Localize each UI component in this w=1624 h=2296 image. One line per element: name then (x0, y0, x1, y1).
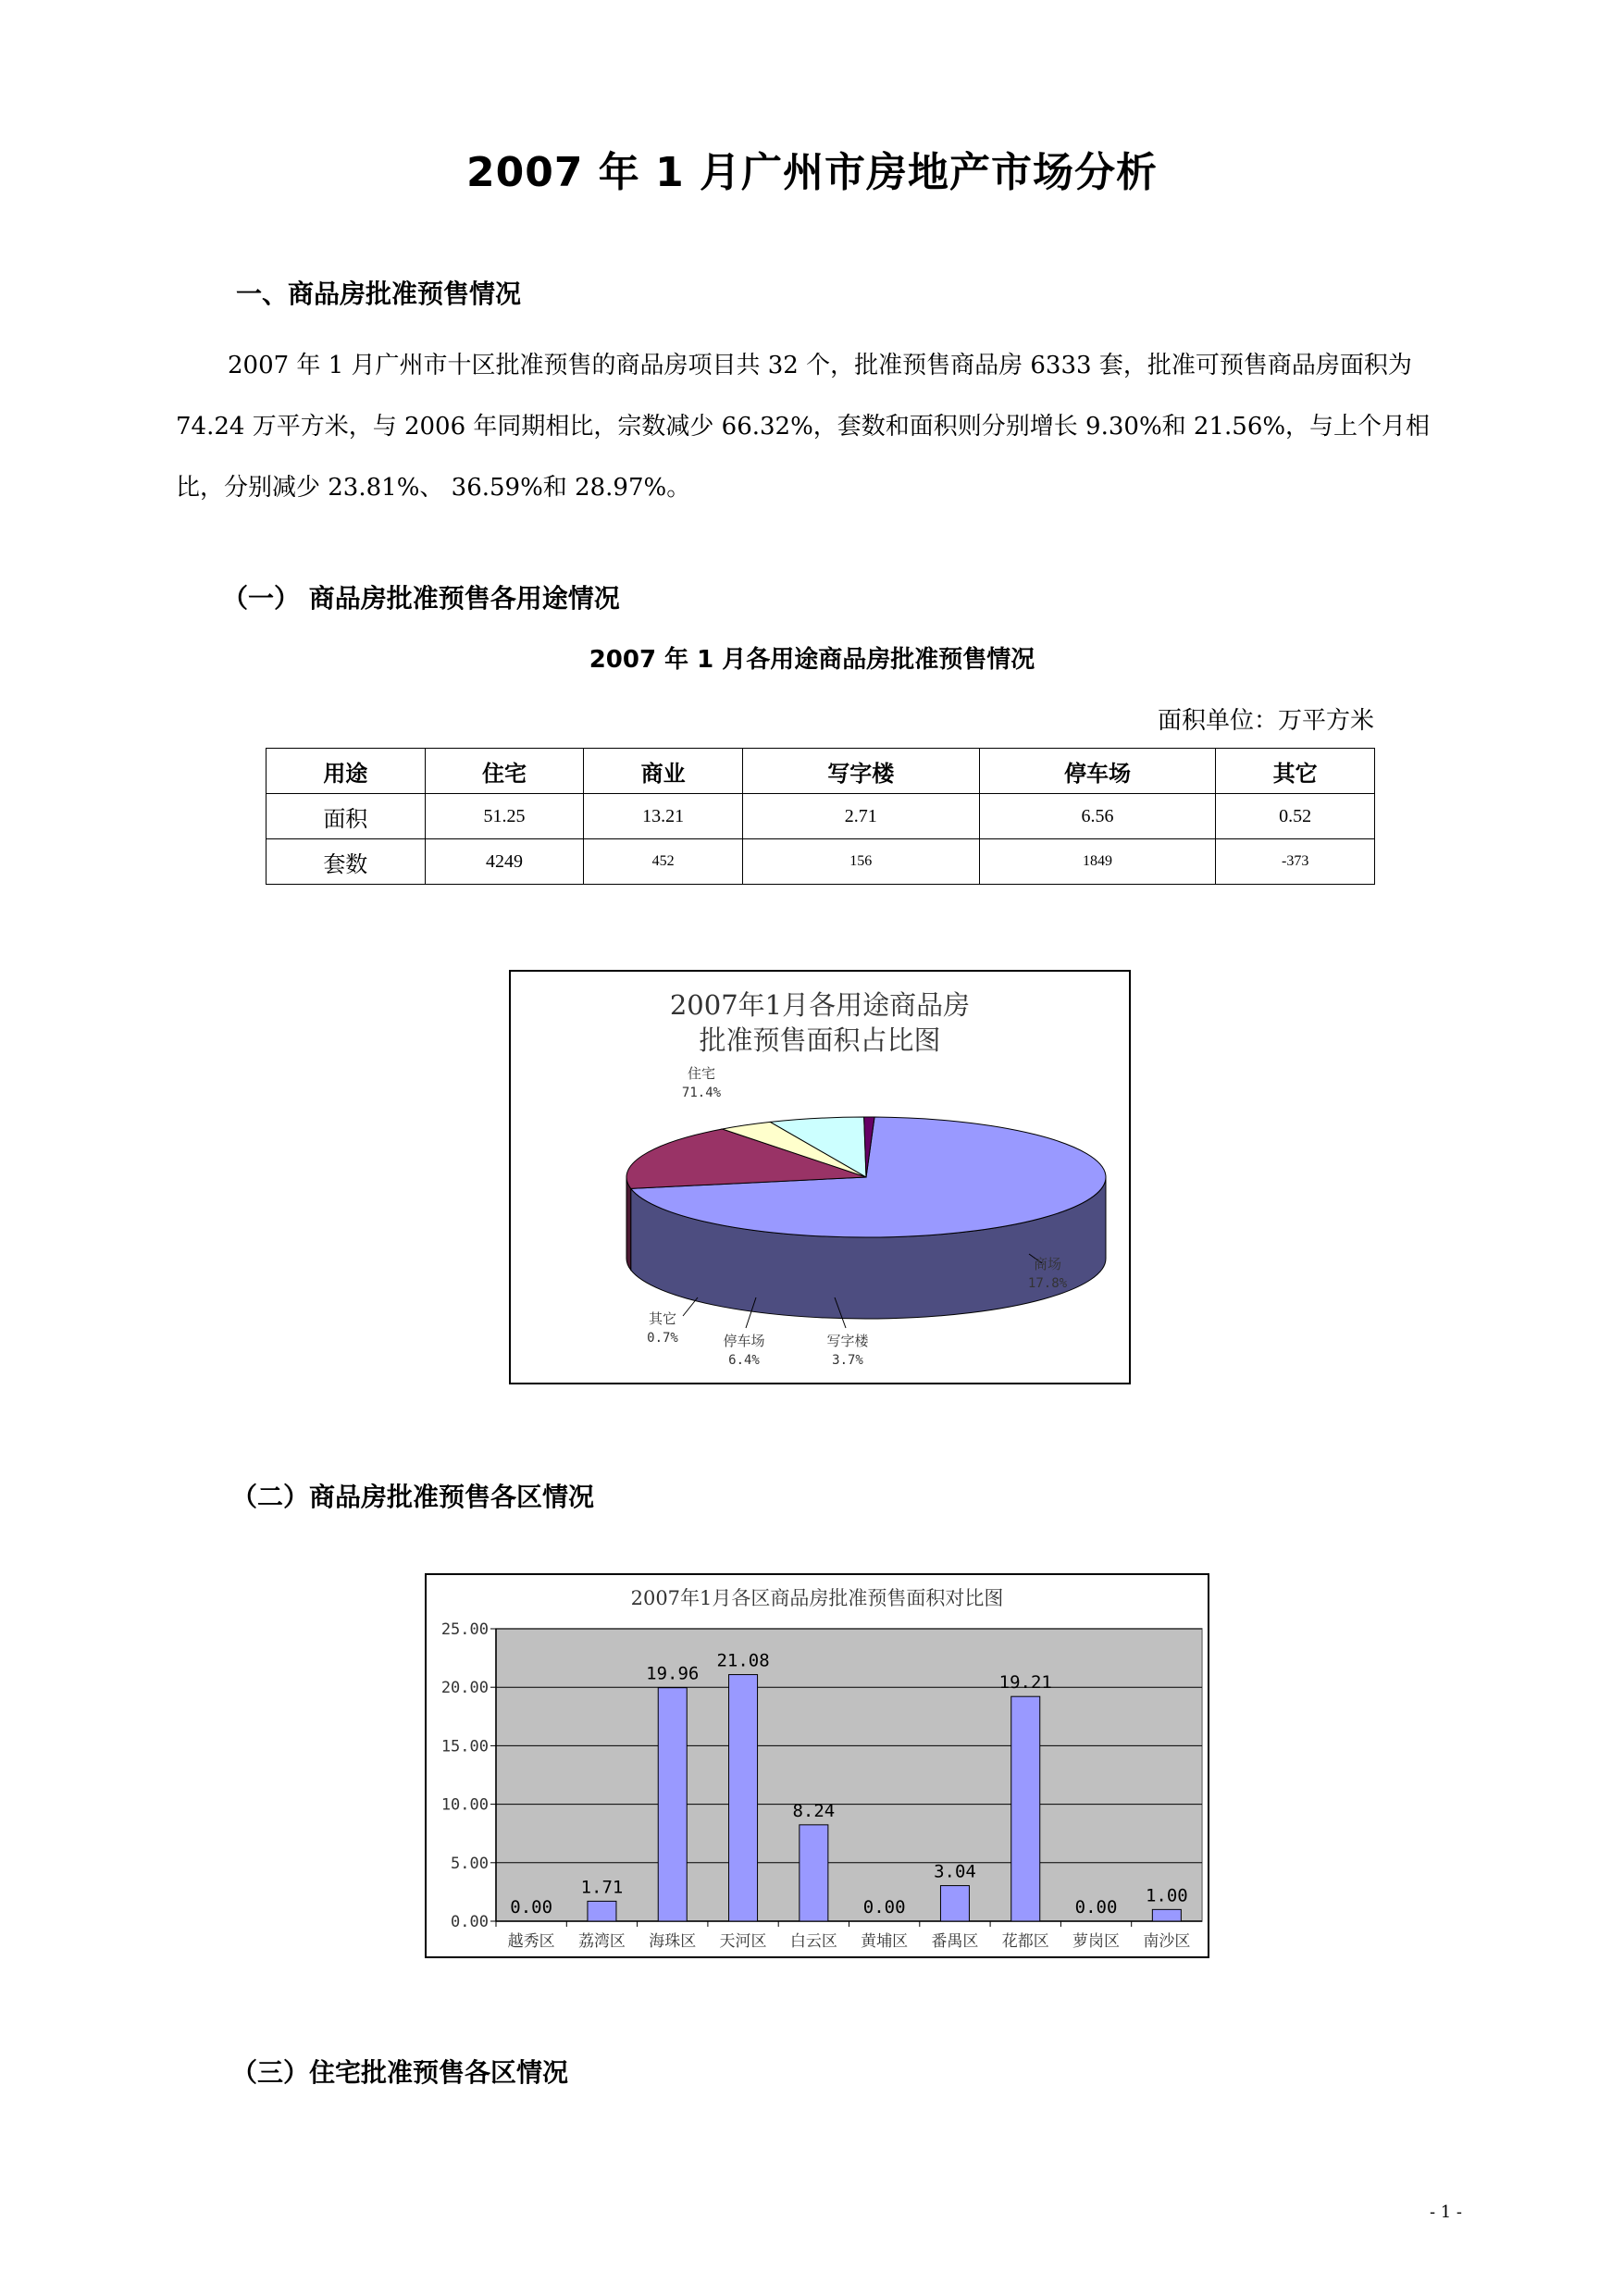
bar-value-label: 8.24 (792, 1800, 836, 1821)
table-caption: 2007 年 1 月各用途商品房批准预售情况 (589, 646, 1035, 674)
table-row (267, 839, 1375, 885)
bar (940, 1886, 969, 1921)
table-header: 商业 (584, 749, 743, 794)
table-cell: 1849 (979, 839, 1216, 885)
pie-leader-line (683, 1297, 698, 1316)
subsection-heading-usage: （一） 商品房批准预售各用途情况 (222, 583, 620, 614)
bar-value-label: 0.00 (1074, 1897, 1118, 1917)
pie-category-label: 写字楼 (826, 1333, 869, 1349)
pie-category-label: 商场 (1033, 1256, 1062, 1272)
pie-category-label: 其它 (648, 1310, 677, 1327)
y-tick-label: 0.00 (451, 1913, 489, 1931)
pie-percent-label: 3.7% (832, 1353, 863, 1368)
bar (588, 1901, 616, 1921)
bar-chart-frame (425, 1573, 1209, 1958)
bar-value-label: 1.00 (1145, 1885, 1188, 1906)
usage-table (266, 748, 1375, 885)
table-header: 住宅 (425, 749, 584, 794)
x-category-label: 花都区 (1001, 1932, 1049, 1951)
y-tick-label: 5.00 (451, 1854, 489, 1873)
bar (729, 1675, 758, 1921)
table-cell: 2.71 (742, 794, 979, 839)
table-cell: 452 (584, 839, 743, 885)
bar-chart-title: 2007年1月各区商品房批准预售面积对比图 (630, 1587, 1004, 1609)
x-category-label: 黄埔区 (861, 1932, 909, 1951)
pie-chart (511, 972, 1129, 1383)
table-header: 其它 (1216, 749, 1375, 794)
bar-value-label: 19.21 (998, 1672, 1052, 1694)
pie-slice-side (626, 1177, 631, 1270)
subsection-heading-districts: （二）商品房批准预售各区情况 (231, 1482, 595, 1512)
table-cell: 面积 (267, 794, 426, 839)
table-cell: -373 (1216, 839, 1375, 885)
bar-chart (427, 1575, 1208, 1956)
subsection-heading-residential: （三）住宅批准预售各区情况 (231, 2057, 569, 2088)
bar (658, 1688, 687, 1921)
bar-value-label: 19.96 (646, 1663, 700, 1684)
x-category-label: 萝岗区 (1072, 1932, 1121, 1951)
x-category-label: 海珠区 (649, 1932, 697, 1951)
pie-category-label: 住宅 (687, 1065, 716, 1082)
unit-note: 面积单位：万平方米 (1157, 707, 1374, 735)
pie-category-label: 停车场 (723, 1333, 765, 1349)
x-category-label: 天河区 (719, 1932, 767, 1951)
x-category-label: 越秀区 (507, 1932, 555, 1951)
pie-title-line-2: 批准预售面积占比图 (699, 1024, 941, 1056)
bar (800, 1825, 828, 1921)
bar-value-label: 21.08 (716, 1650, 770, 1671)
table-cell: 0.52 (1216, 794, 1375, 839)
bar (1152, 1909, 1181, 1921)
table-cell: 6.56 (979, 794, 1216, 839)
table-header: 停车场 (979, 749, 1216, 794)
table-cell: 4249 (425, 839, 584, 885)
paragraph-text: 2007 年 1 月广州市十区批准预售的商品房项目共 32 个，批准预售商品房 6333 套，批准可预售商品房面积为 74.24 万平方米，与 2006 年同期相比，宗数减少 66.32%，套数和面积则分别增长 9.30%和 21.56%，与上个月相比，分别减少 23.81%、 36.59%和 28.97%。 (176, 352, 1431, 502)
table-cell: 套数 (267, 839, 426, 885)
bar-value-label: 3.04 (934, 1861, 976, 1882)
bar (1011, 1696, 1040, 1921)
pie-chart-frame (509, 970, 1131, 1384)
x-category-label: 南沙区 (1143, 1932, 1191, 1951)
y-tick-label: 10.00 (440, 1795, 489, 1815)
x-category-label: 白云区 (789, 1932, 837, 1951)
section-paragraph (176, 335, 1467, 518)
bar-value-label: 0.00 (510, 1897, 553, 1917)
table-header-row (267, 749, 1375, 794)
bar-value-label: 0.00 (862, 1897, 906, 1917)
page-title: 2007 年 1 月广州市房地产市场分析 (465, 149, 1159, 196)
y-tick-label: 20.00 (440, 1679, 489, 1698)
table-header: 用途 (267, 749, 426, 794)
bar-plot-area (441, 1620, 1202, 1951)
pie-percent-label: 17.8% (1027, 1276, 1068, 1291)
table-cell: 13.21 (584, 794, 743, 839)
pie-top (626, 1117, 1106, 1237)
bar-value-label: 1.71 (580, 1877, 624, 1898)
section-heading-presale: 一、商品房批准预售情况 (236, 279, 522, 309)
table-cell: 51.25 (425, 794, 584, 839)
table-row (267, 794, 1375, 839)
x-category-label: 番禺区 (931, 1932, 979, 1951)
table-cell: 156 (742, 839, 979, 885)
pie-percent-label: 6.4% (728, 1353, 760, 1368)
pie-percent-label: 71.4% (681, 1086, 722, 1100)
pie-title-line-1: 2007年1月各用途商品房 (669, 989, 971, 1021)
x-category-label: 荔湾区 (577, 1932, 626, 1951)
page-number: - 1 - (1429, 2203, 1462, 2222)
table-header: 写字楼 (742, 749, 979, 794)
pie-percent-label: 0.7% (647, 1331, 678, 1346)
y-tick-label: 25.00 (440, 1620, 489, 1639)
y-tick-label: 15.00 (440, 1737, 489, 1756)
